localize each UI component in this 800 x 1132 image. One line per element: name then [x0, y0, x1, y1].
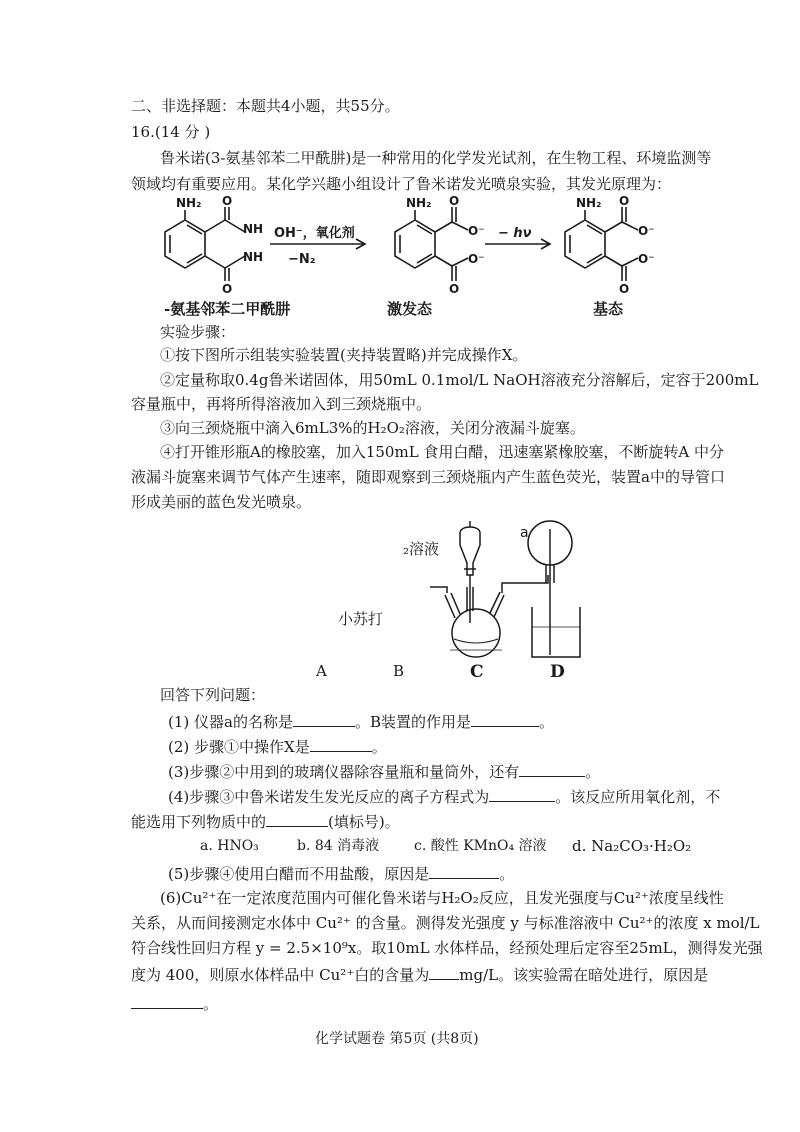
question-6-line-5: 。 — [131, 992, 218, 1014]
question-6-line-1: (6)Cu²⁺在一定浓度范围内可催化鲁米诺与H₂O₂反应，且发光强度与Cu²⁺浓度呈线性 — [160, 889, 724, 907]
answer-blank-5[interactable] — [429, 862, 499, 879]
answer-blank-6a[interactable] — [429, 963, 459, 980]
label-C: C — [470, 662, 484, 682]
page-footer: 化学试题卷 第5页 (共8页) — [315, 1031, 479, 1047]
step-4-line-3: 形成美丽的蓝色发光喷泉。 — [131, 493, 312, 511]
answer-blank-4b[interactable] — [266, 810, 328, 827]
step-4-line-1: ④打开锥形瓶A的橡胶塞，加入150mL 食用白醋，迅速塞紧橡胶塞，不断旋转A 中分 — [160, 443, 725, 461]
question-number: 16.(14 分 ) — [131, 123, 211, 141]
compound-label-luminol: -氨基邻苯二甲酰肼 — [164, 300, 291, 318]
o-minus-label-3a: O⁻ — [638, 224, 655, 238]
question-6-line-4: 度为 400，则原水体样品中 Cu²⁺白的含量为 mg/L。该实验需在暗处进行，原因是 — [131, 963, 708, 985]
question-5: (5)步骤④使用白醋而不用盐酸，原因是 。 — [168, 862, 514, 884]
intro-line-1: 鲁米诺(3-氨基邻苯二甲酰肼)是一种常用的化学发光试剂，在生物工程、环境监测等 — [160, 149, 712, 167]
funnel-label: ₂溶液 — [403, 540, 440, 558]
o-minus-label-2a: O⁻ — [468, 224, 485, 238]
label-A: A — [316, 662, 327, 680]
o-minus-label-3b: O⁻ — [638, 252, 655, 266]
section-heading: 二、非选择题：本题共4小题，共55分。 — [131, 97, 400, 115]
option-b: b. 84 消毒液 — [297, 838, 380, 854]
reaction-scheme — [140, 195, 700, 295]
step-3: ③向三颈烧瓶中滴入6mL3%的H₂O₂溶液，关闭分液漏斗旋塞。 — [160, 419, 585, 437]
o-minus-label-2b: O⁻ — [468, 252, 485, 266]
answer-blank-3[interactable] — [519, 760, 585, 777]
label-B: B — [393, 662, 405, 680]
o-label-2a: O — [449, 195, 460, 208]
question-4-line-2: 能选用下列物质中的 (填标号)。 — [131, 810, 400, 832]
answer-blank-1b[interactable] — [471, 710, 539, 727]
soda-label: 小苏打 — [338, 610, 384, 628]
nh2-label-1: NH₂ — [176, 196, 202, 210]
question-1: (1) 仪器a的名称是 。B装置的作用是 。 — [168, 710, 554, 732]
separatory-funnel — [460, 527, 480, 575]
benzene-ring-2 — [395, 220, 435, 268]
step-2-line-1: ②定量称取0.4g鲁米诺固体，用50mL 0.1mol/L NaOH溶液充分溶解后，定容于200mL — [160, 371, 759, 389]
question-2: (2) 步骤①中操作X是 。 — [168, 735, 387, 757]
answer-blank-2[interactable] — [310, 735, 372, 752]
benzene-ring-3 — [565, 220, 605, 268]
question-3: (3)步骤②中用到的玻璃仪器除容量瓶和量筒外，还有 。 — [168, 760, 600, 782]
label-a: a — [520, 525, 529, 541]
arrow-2-top-label: − hν — [498, 226, 532, 241]
o-label-1b: O — [222, 282, 233, 295]
o-label-3b: O — [619, 282, 630, 295]
step-2-line-2: 容量瓶中，再将所得溶液加入到三颈烧瓶中。 — [131, 395, 432, 413]
o-label-3a: O — [619, 195, 630, 208]
label-D: D — [550, 662, 565, 682]
o-label-2b: O — [449, 282, 460, 295]
steps-title: 实验步骤： — [160, 323, 236, 341]
benzene-ring-1 — [165, 220, 205, 268]
nh-label-1: NH — [243, 222, 264, 236]
o-label-1a: O — [222, 195, 233, 208]
intro-line-2: 领域均有重要应用。某化学兴趣小组设计了鲁米诺发光喷泉实验，其发光原理为： — [131, 175, 672, 193]
arrow-1-bottom-label: −N₂ — [288, 252, 316, 267]
apparatus-diagram — [420, 515, 600, 665]
compound-label-ground: 基态 — [593, 300, 624, 318]
compound-label-excited: 激发态 — [387, 300, 433, 318]
arrow-1-top-label: OH⁻，氧化剂 — [274, 226, 355, 241]
answer-blank-6b[interactable] — [131, 992, 203, 1009]
answer-blank-4a[interactable] — [489, 785, 555, 802]
question-4-line-1: (4)步骤③中鲁米诺发生发光反应的离子方程式为 。该反应所用氧化剂，不 — [168, 785, 720, 807]
option-c: c. 酸性 KMnO₄ 溶液 — [414, 838, 547, 854]
nh-label-2: NH — [243, 250, 264, 264]
step-4-line-2: 液漏斗旋塞来调节气体产生速率，随即观察到三颈烧瓶内产生蓝色荧光，装置a中的导管口 — [131, 468, 725, 486]
step-1: ①按下图所示组装实验装置(夹持装置略)并完成操作X。 — [160, 346, 528, 364]
question-6-line-2: 关系，从而间接测定水体中 Cu²⁺ 的含量。测得发光强度 y 与标准溶液中 Cu²⁺的浓度 x mol/L — [131, 914, 760, 932]
nh2-label-3: NH₂ — [576, 196, 602, 210]
answer-blank-1a[interactable] — [293, 710, 355, 727]
question-6-line-3: 符合线性回归方程 y = 2.5×10⁹x。取10mL 水体样品，经预处理后定容至25mL，测得发光强 — [131, 939, 763, 957]
nh2-label-2: NH₂ — [406, 196, 432, 210]
questions-intro: 回答下列问题： — [160, 686, 266, 704]
beaker-d — [532, 607, 580, 657]
option-d: d. Na₂CO₃·H₂O₂ — [572, 837, 692, 855]
option-a: a. HNO₃ — [200, 838, 259, 854]
